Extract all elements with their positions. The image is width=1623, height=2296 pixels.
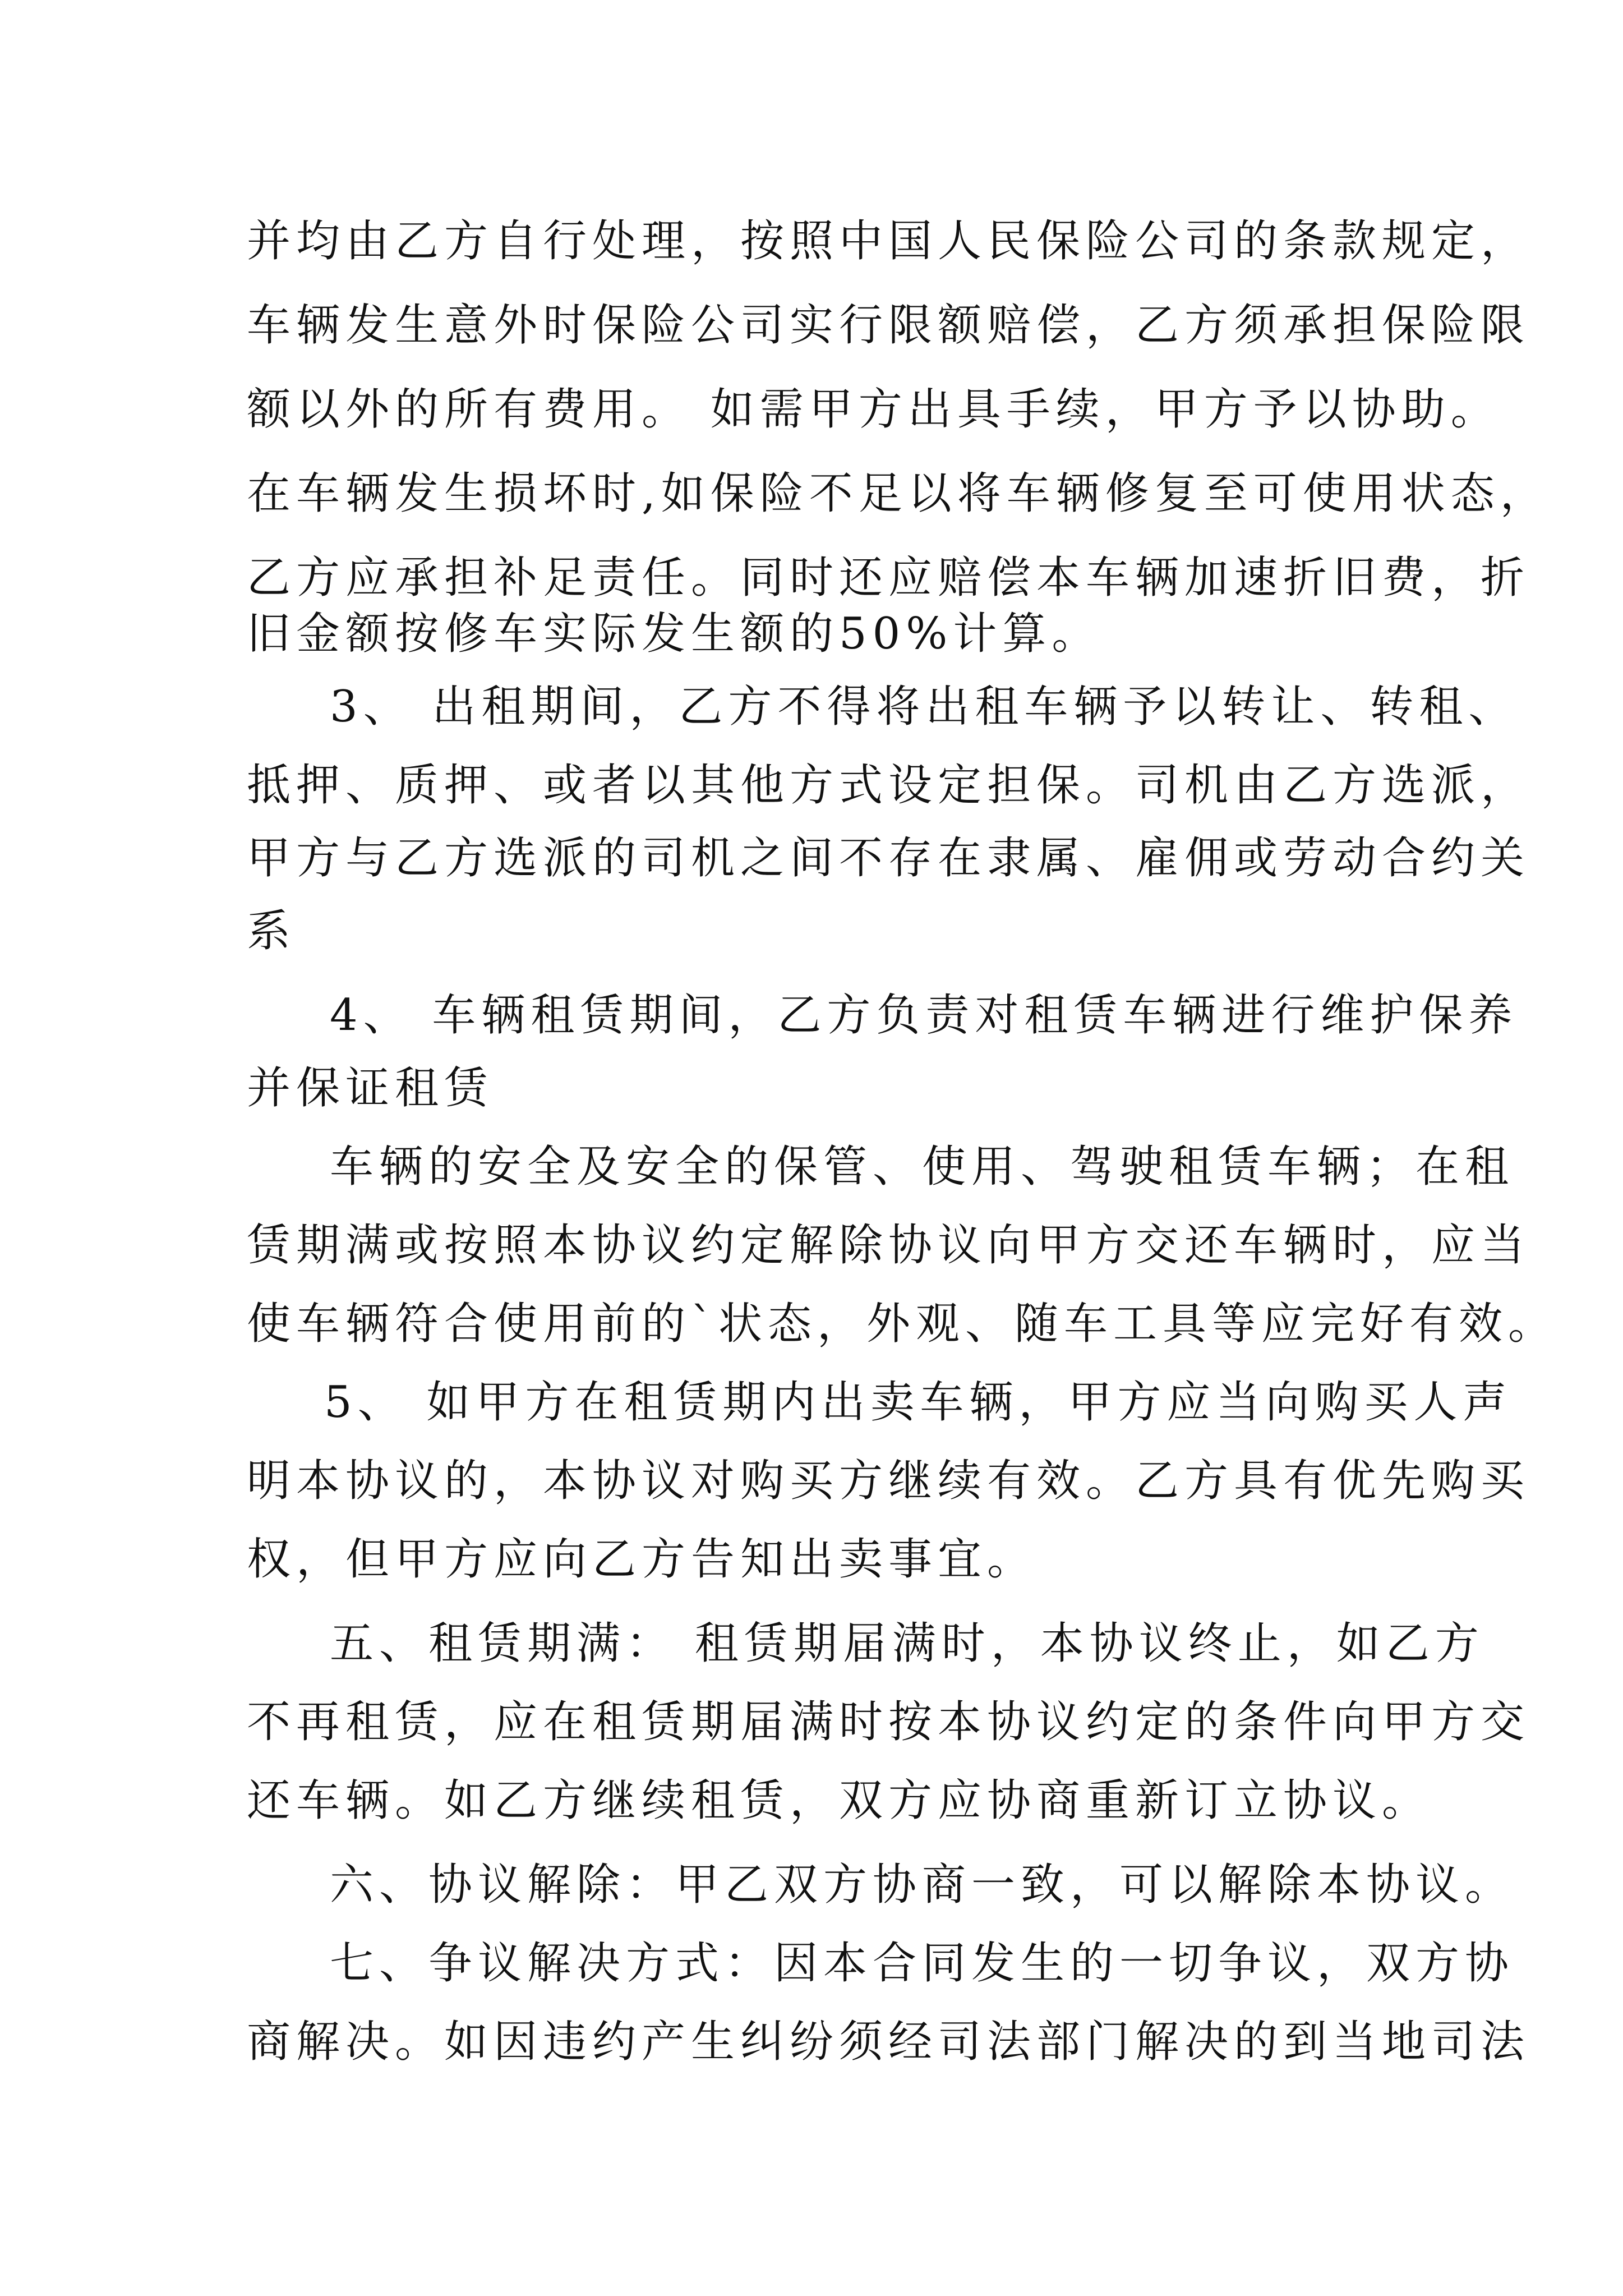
text-line: 系: [247, 906, 297, 956]
text-line: 权，但甲方应向乙方告知出卖事宜。: [247, 1534, 1037, 1585]
paragraph-item-5: 5、 如甲方在租赁期内出卖车辆，甲方应当向购买人声: [324, 1377, 1513, 1428]
text-line: 旧金额按修车实际发生额的50%计算。: [247, 609, 1101, 659]
text-line: 抵押、质押、或者以其他方式设定担保。司机由乙方选派，: [247, 760, 1530, 811]
text-line: 额以外的所有费用。 如需甲方出具手续，甲方予以协助。: [247, 384, 1500, 435]
paragraph-item-4: 4、 车辆租赁期间，乙方负责对租赁车辆进行维护保养: [330, 990, 1518, 1041]
text-line: 乙方应承担补足责任。同时还应赔偿本车辆加速折旧费，折: [247, 553, 1530, 603]
section-seven: 七、争议解决方式：因本合同发生的一切争议，双方协: [330, 1938, 1515, 1989]
text-line: 在车辆发生损坏时,如保险不足以将车辆修复至可使用状态，: [247, 468, 1550, 519]
text-line: 甲方与乙方选派的司机之间不存在隶属、雇佣或劳动合约关: [247, 833, 1530, 884]
text-line: 车辆的安全及安全的保管、使用、驾驶租赁车辆；在租: [330, 1142, 1515, 1192]
text-line: 商解决。如因违约产生纠纷须经司法部门解决的到当地司法: [247, 2017, 1530, 2067]
text-line: 不再租赁，应在租赁期届满时按本协议约定的条件向甲方交: [247, 1697, 1530, 1747]
text-line: 还车辆。如乙方继续租赁，双方应协商重新订立协议。: [247, 1775, 1432, 1826]
text-line: 并均由乙方自行处理，按照中国人民保险公司的条款规定，: [247, 216, 1530, 266]
text-line: 赁期满或按照本协议约定解除协议向甲方交还车辆时，应当: [247, 1220, 1530, 1271]
text-line: 明本协议的，本协议对购买方继续有效。乙方具有优先购买: [247, 1456, 1530, 1506]
text-line: 车辆发生意外时保险公司实行限额赔偿，乙方须承担保险限: [247, 300, 1530, 351]
text-line: 使车辆符合使用前的`状态，外观、随车工具等应完好有效。: [247, 1299, 1558, 1349]
section-six: 六、协议解除：甲乙双方协商一致，可以解除本协议。: [330, 1860, 1515, 1910]
text-line: 并保证租赁: [247, 1063, 494, 1114]
section-five: 五、租赁期满： 租赁期届满时，本协议终止，如乙方: [330, 1618, 1484, 1669]
paragraph-item-3: 3、 出租期间，乙方不得将出租车辆予以转让、转租、: [330, 682, 1518, 732]
